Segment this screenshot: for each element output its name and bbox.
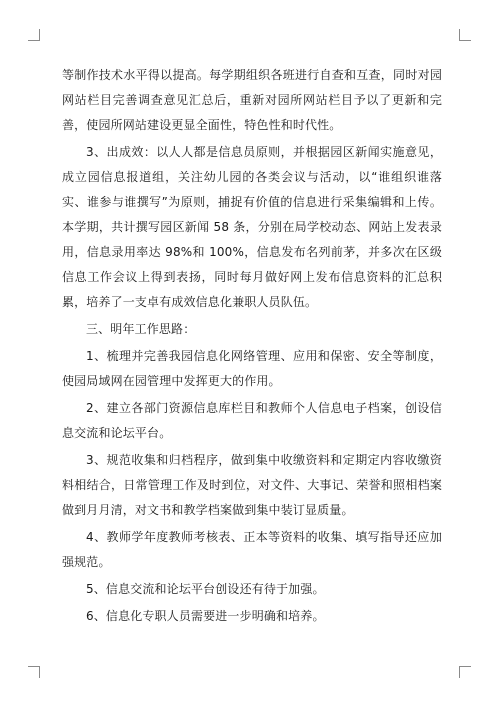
document-body: [62, 63, 442, 629]
list-item-6: 6、信息化专职人员需要进一步明确和培养。: [86, 609, 325, 623]
list-item-3: 3、规范收集和归档程序，做到集中收缴资料和定期定内容收缴资料相结合，日常管理工作及时到位，对文件、大事记、荣誉和照相档案做到月月清，对文书和教学档案做到集中装订显质量。: [62, 453, 442, 517]
paragraph-outcomes: 3、出成效：以人人都是信息员原则，并根据园区新闻实施意见，成立园信息报道组，关注幼儿园的各类会议与活动，以“谁组织谁落实、谁参与谁撰写”为原则，捕捉有价值的信息进行采集编辑和上传。本学期，共计撰写园区新闻 58 条，分别在局学校动态、网站上发表录用，信息录用率达 98%和 100%，信息发布名列前茅，并多次在区级信息工作会议上得到表扬，同时每月做好网上发布信息资料的汇总积累，培养了一支卓有成效信息化兼职人员队伍。: [62, 145, 442, 309]
paragraph-continuation: 等制作技术水平得以提高。每学期组织各班进行自查和互查，同时对园网站栏目完善调查意见汇总后，重新对园所网站栏目予以了更新和完善，使园所网站建设更显全面性，特色性和时代性。: [62, 68, 442, 132]
list-item-1: 1、梳理并完善我园信息化网络管理、应用和保密、安全等制度，使园局域网在园管理中发挥更大的作用。: [62, 349, 442, 388]
list-item-4: 4、教师学年度教师考核表、正本等资料的收集、填写指导还应加强规范。: [62, 530, 442, 569]
crop-mark-top-left: [28, 29, 40, 41]
section-heading-next-year: 三、明年工作思路：: [86, 322, 196, 336]
crop-mark-top-right: [459, 29, 471, 41]
list-item-5: 5、信息交流和论坛平台创设还有待于加强。: [86, 582, 325, 596]
list-item-2: 2、建立各部门资源信息库栏目和教师个人信息电子档案，创设信息交流和论坛平台。: [62, 401, 442, 440]
crop-mark-bottom-left: [28, 666, 40, 678]
crop-mark-bottom-right: [459, 666, 471, 678]
